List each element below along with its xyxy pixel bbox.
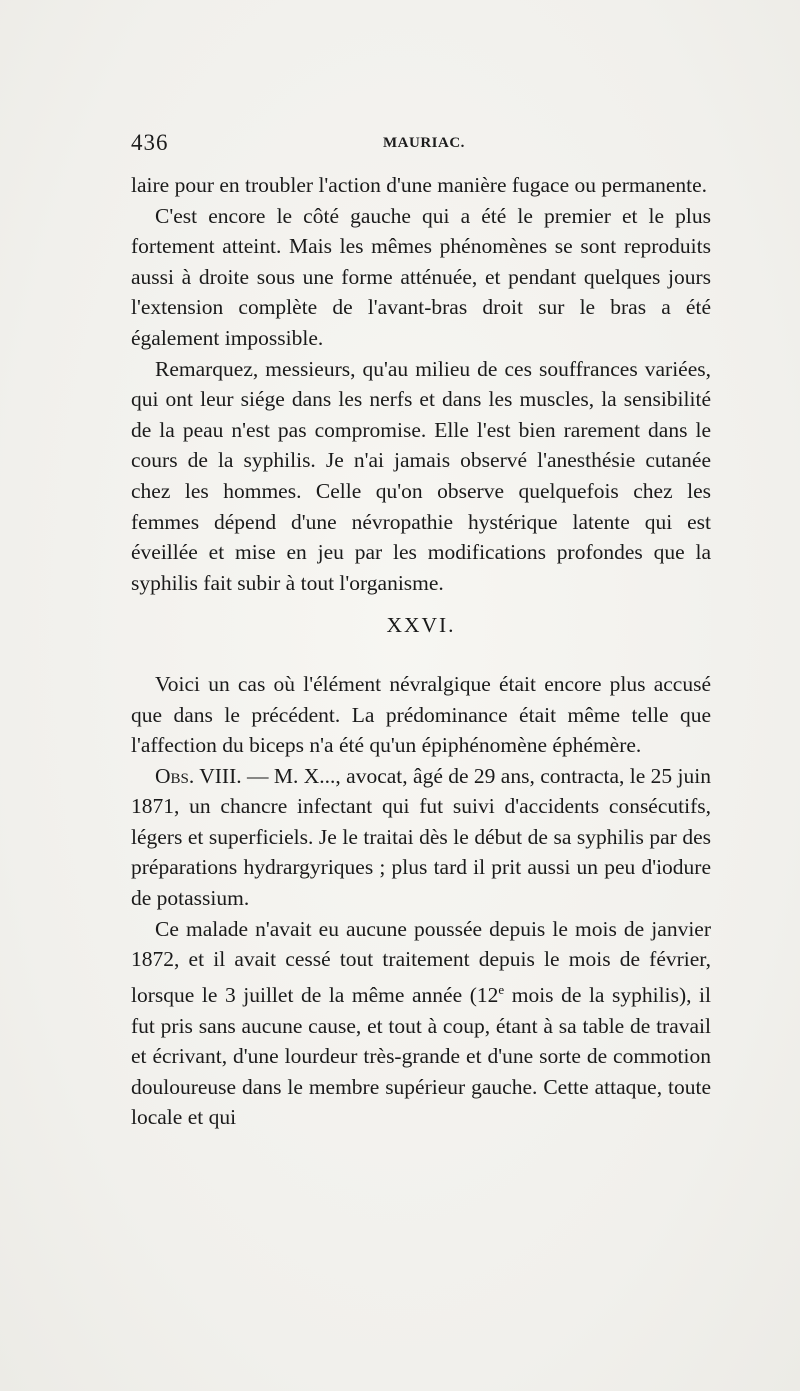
ordinal-superscript: e (498, 981, 505, 997)
paragraph: C'est encore le côté gauche qui a été le premier et le plus fortement atteint. Mais les mêmes phénomènes se sont reproduits aussi à droite sous une forme atténuée, et pendant quelques jours l'extension complète de l'avant-bras droit sur le bras a été également impossible. (131, 203, 711, 350)
observation-text: — M. X..., avocat, âgé de 29 ans, contracta, le 25 juin 1871, un chancre infectant qui fut suivi d'accidents consécutifs, légers et superficiels. Je le traitai dès le début de sa syphilis par des préparations hydrargyriques ; plus tard il prit aussi un peu d'iodure de potassium. (131, 763, 711, 911)
body-text (131, 170, 711, 1133)
section-title: XXVI. (386, 613, 456, 638)
paragraph: Remarquez, messieurs, qu'au milieu de ces souffrances variées, qui ont leur siége dans les nerfs et dans les muscles, la sensibilité de la peau n'est pas compromise. Elle l'est bien rarement dans le cours de la syphilis. Je n'ai jamais observé l'anesthésie cutanée chez les hommes. Celle qu'on observe quelquefois chez les femmes dépend d'une névropathie hystérique latente qui est éveillée et mise en jeu par les modifications profondes que la syphilis fait subir à tout l'organisme. (131, 356, 711, 595)
paragraph: Voici un cas où l'élément névralgique était encore plus accusé que dans le précédent. La prédominance était même telle que l'affection du biceps n'a été qu'un épiphénomène éphémère. (131, 671, 711, 758)
paragraph (131, 914, 711, 1133)
running-head: MAURIAC. (383, 135, 465, 151)
paragraph-text: Ce malade n'avait eu aucune poussée depuis le mois de janvier 1872, et il avait cessé tout traitement depuis le mois de février, lorsque le 3 juillet de la même année (12 (131, 916, 711, 1007)
observation-paragraph (131, 761, 711, 914)
page-header (131, 130, 711, 162)
observation-label: Obs. VIII. (155, 763, 242, 788)
paragraph-continuation: laire pour en troubler l'action d'une manière fugace ou permanente. (131, 173, 708, 197)
page-number: 436 (131, 130, 169, 155)
paragraph-text: mois de la syphilis), il fut pris sans aucune cause, et tout à coup, étant à sa table de travail et écrivant, d'une lourdeur très-grande et d'une sorte de commotion douloureuse dans le membre supérieur gauche. Cette attaque, toute locale et qui (131, 983, 711, 1130)
